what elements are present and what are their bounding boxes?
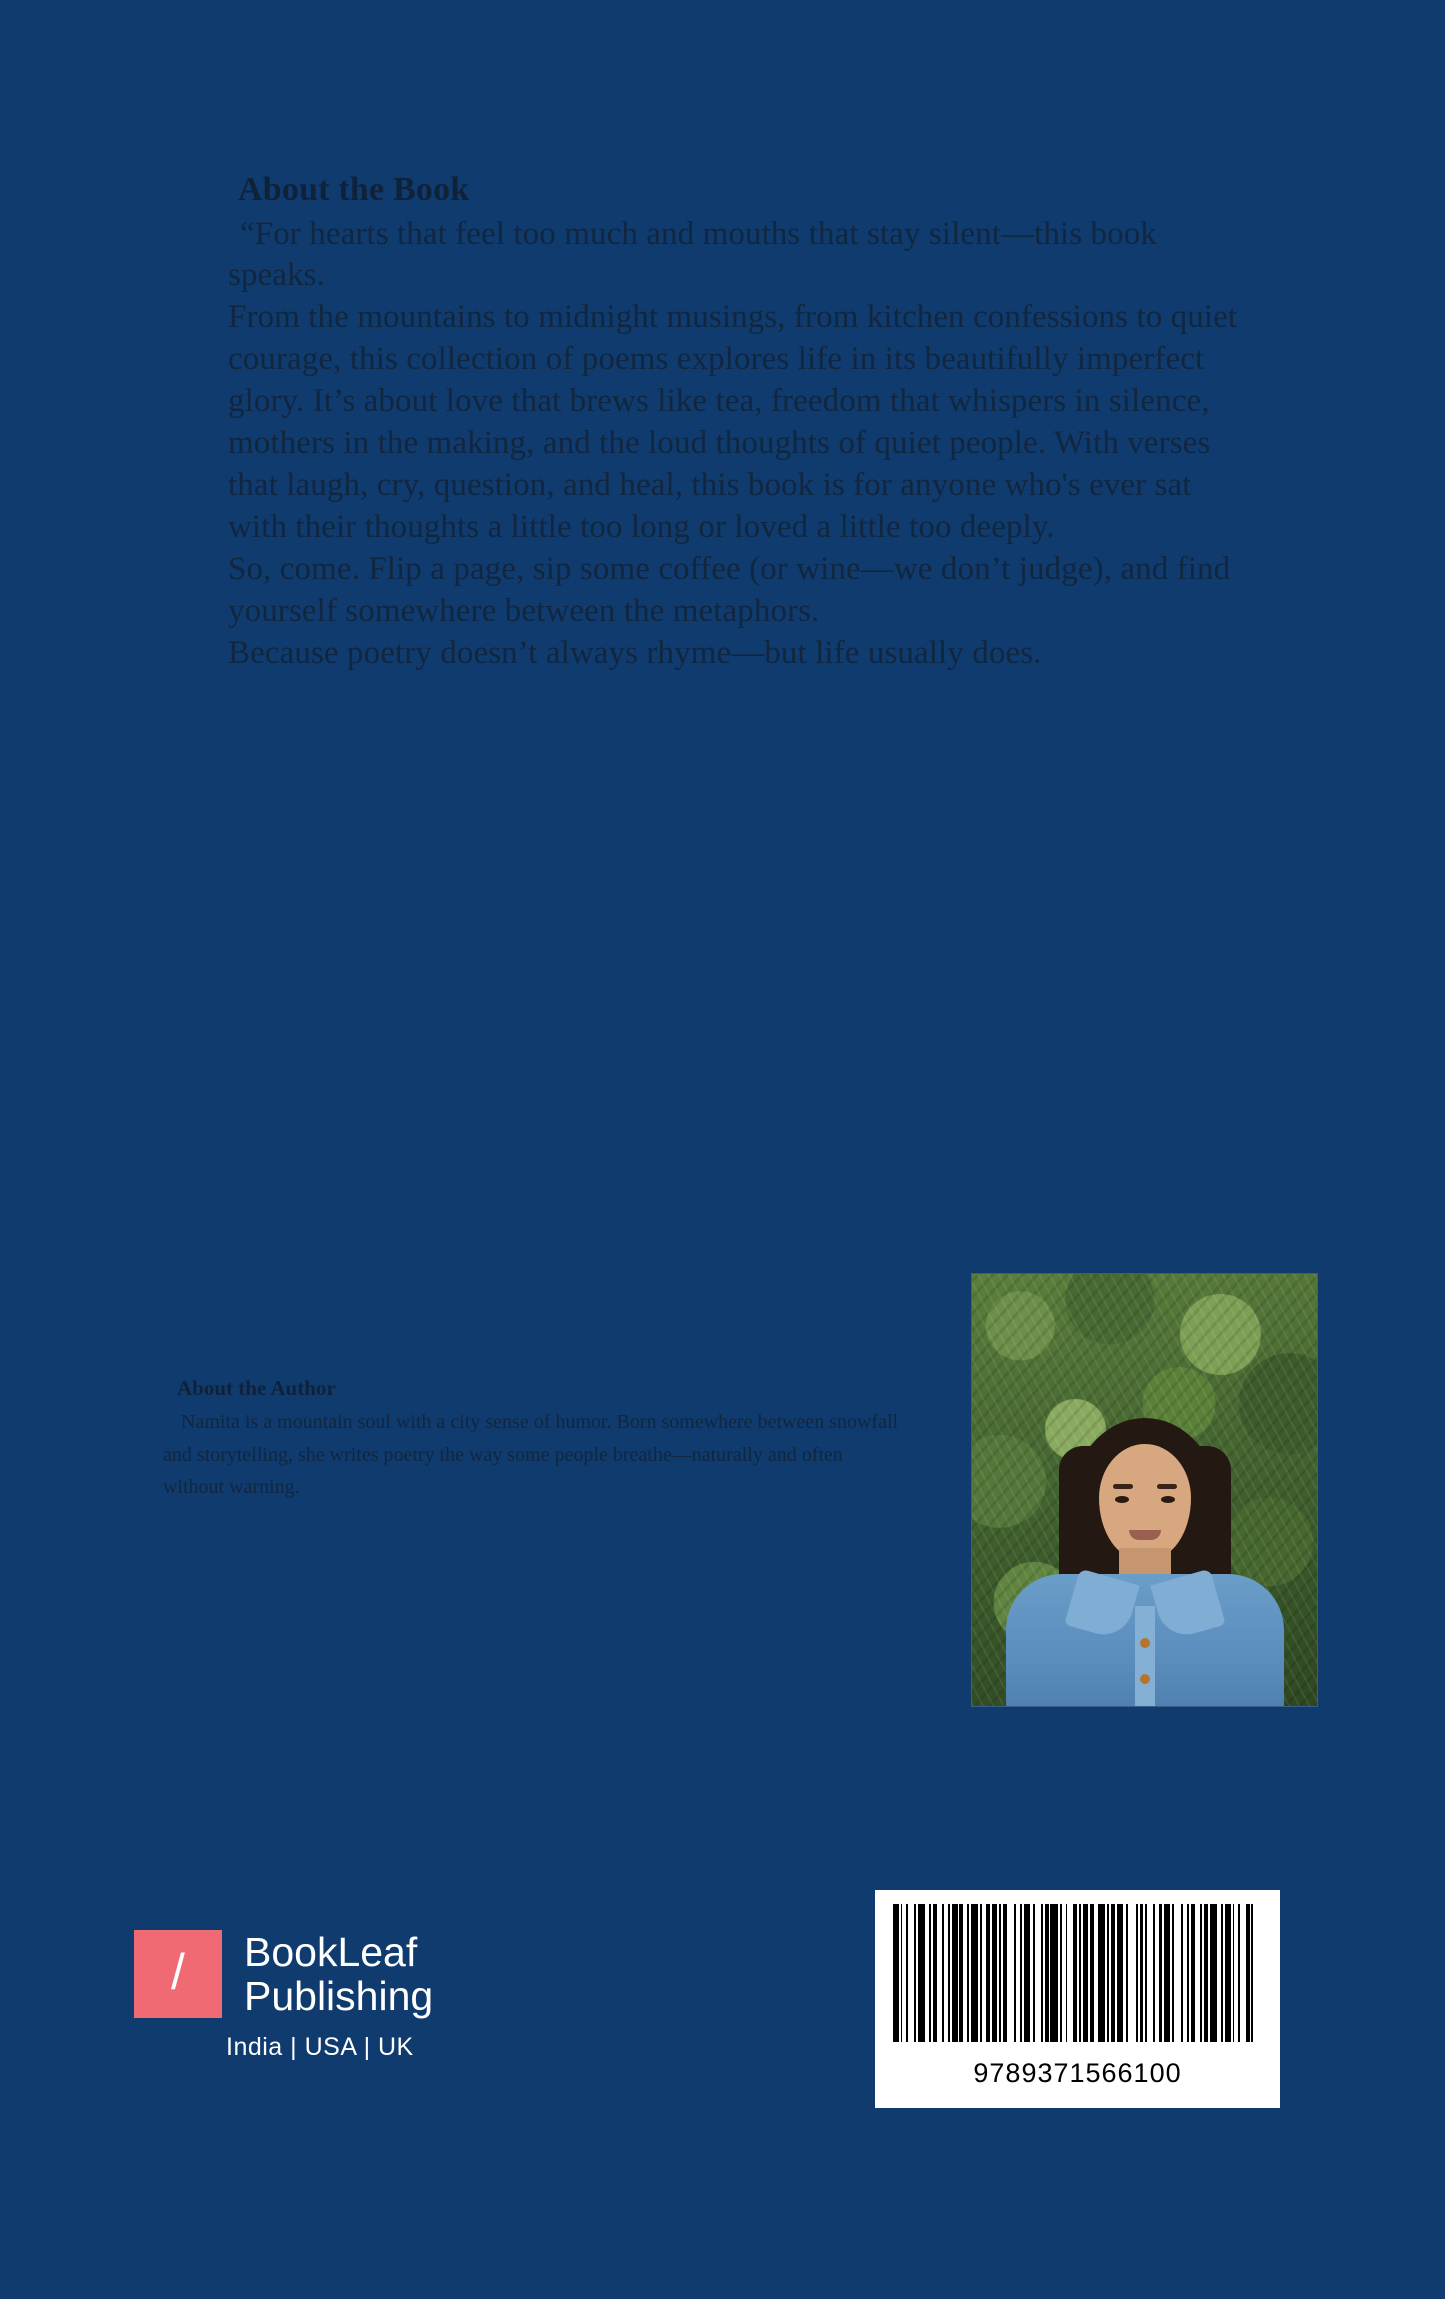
publisher-logo [134, 1930, 554, 2062]
shirt-button [1140, 1638, 1150, 1648]
about-the-book-section [228, 168, 1238, 674]
about-the-author-heading: About the Author [177, 1376, 336, 1400]
about-the-author-section [163, 1375, 903, 1503]
about-the-book-body [228, 214, 1238, 675]
barcode-bar [1098, 1904, 1106, 2042]
barcode-bar [1174, 1904, 1182, 2042]
publisher-regions: India | USA | UK [226, 2032, 414, 2061]
about-author-paragraph: Namita is a mountain soul with a city sense of humor. Born somewhere between snowfall and storytelling, she writes poetry the way some people breathe—naturally and often without warning. [163, 1411, 899, 1499]
mouth-smile [1129, 1530, 1161, 1540]
author-photo [972, 1274, 1317, 1706]
about-book-paragraph-3: So, come. Flip a page, sip some coffee (or wine—we don’t judge), and find yourself somewhere between the metaphors. [228, 550, 1231, 629]
publisher-logo-row [134, 1930, 554, 2019]
barcode-bar [1007, 1904, 1015, 2042]
isbn-number: 9789371566100 [973, 2058, 1182, 2088]
barcode-bar [1210, 1904, 1218, 2042]
barcode-bar [918, 1904, 926, 2042]
publisher-name-line2: Publishing [244, 1973, 434, 2020]
barcode-bar [1050, 1904, 1058, 2042]
about-book-paragraph-4: Because poetry doesn’t always rhyme—but life usually does. [228, 634, 1042, 671]
barcode-bars [893, 1904, 1262, 2042]
shirt-placket [1135, 1606, 1155, 1706]
eyebrow-left [1113, 1484, 1133, 1489]
about-the-author-body [163, 1406, 903, 1503]
bookleaf-slash-icon [134, 1930, 222, 2018]
barcode [875, 1890, 1280, 2108]
eye-left [1115, 1496, 1129, 1503]
barcode-bar [1128, 1904, 1136, 2042]
shirt-button [1140, 1674, 1150, 1684]
barcode-bar [971, 1904, 979, 2042]
about-the-book-heading: About the Book [238, 171, 470, 208]
barcode-bar [1253, 1904, 1261, 2042]
publisher-name [244, 1930, 433, 2019]
publisher-name-line1: BookLeaf [244, 1929, 418, 1975]
about-book-paragraph-2: From the mountains to midnight musings, from kitchen confessions to quiet courage, this collection of poems explores life in its beautifully imperfect glory. It’s about love that brews like tea, freedom that whispers in silence, mothers in the making, and the loud thoughts of quiet people. With verses that laugh, cry, question, and heal, this book is for anyone who's ever sat with their thoughts a little too long or loved a little too deeply. [228, 299, 1238, 545]
face-shape [1099, 1444, 1191, 1560]
eye-right [1161, 1496, 1175, 1503]
eyebrow-right [1157, 1484, 1177, 1489]
about-book-paragraph-1: “For hearts that feel too much and mouths that stay silent—this book speaks. [228, 215, 1157, 294]
slash-glyph: / [171, 1944, 185, 2001]
photo-author-figure [972, 1406, 1317, 1706]
